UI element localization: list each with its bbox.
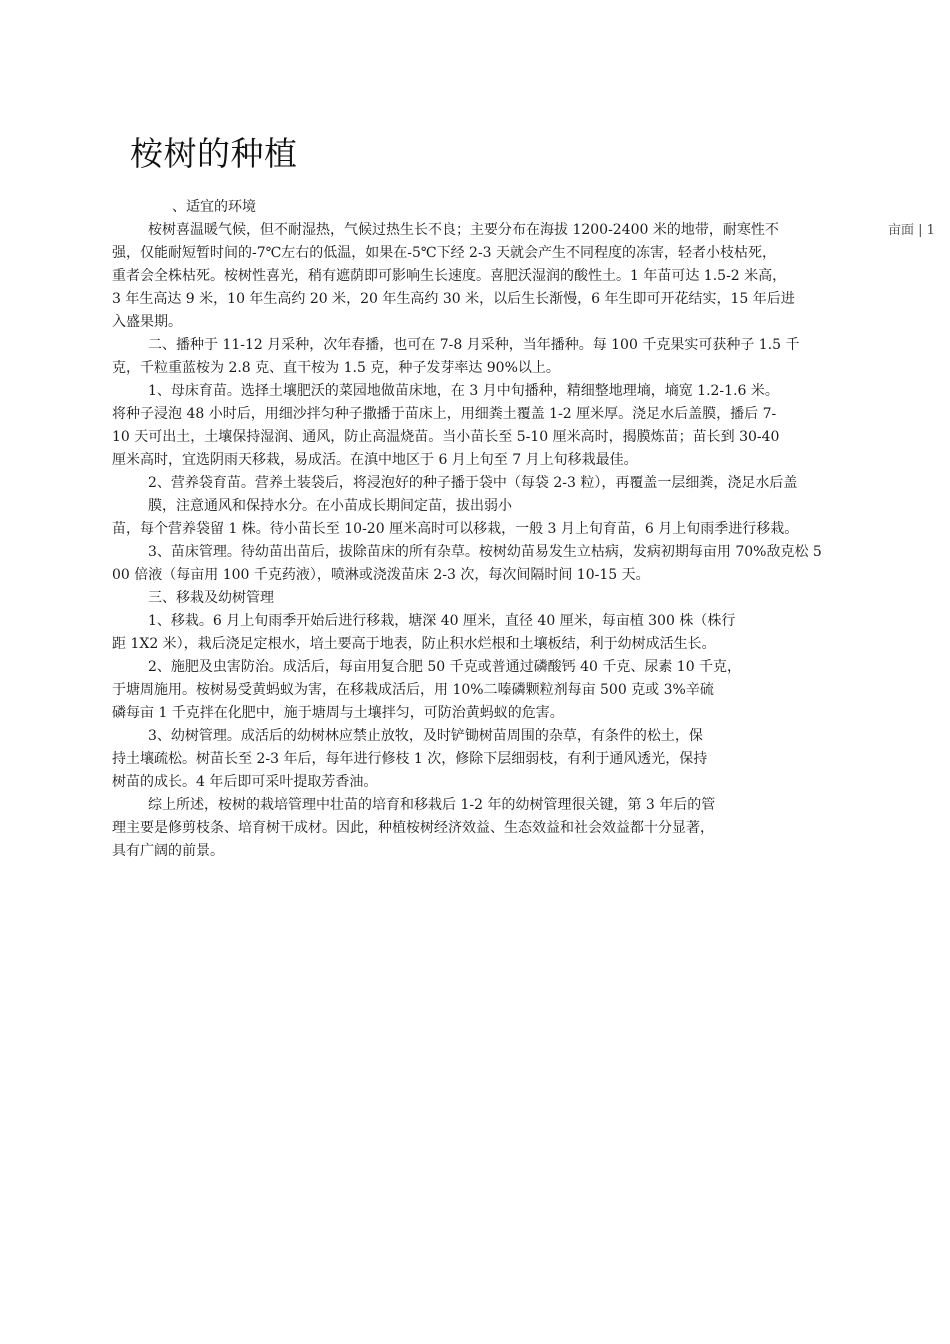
paragraph-line: 1、移栽。6 月上旬雨季开始后进行移栽，塘深 40 厘米，直径 40 厘米，每亩植 300 株（株行 xyxy=(148,613,736,629)
paragraph-line: 苗，每个营养袋留 1 株。待小苗长至 10-20 厘米高时可以移栽，一般 3 月上旬育苗，6 月上旬雨季进行移栽。 xyxy=(112,521,799,537)
paragraph-line: 1、母床育苗。选择土壤肥沃的菜园地做苗床地，在 3 月中旬播种，精细整地理墒，墒宽 1.2-1.6 米。 xyxy=(148,383,779,399)
paragraph-line: 于塘周施用。桉树易受黄蚂蚁为害，在移栽成活后，用 10%二嗪磷颗粒剂每亩 500 克或 3%辛硫 xyxy=(112,682,714,698)
paragraph-line: 10 天可出土，土壤保持湿润、通风，防止高温烧苗。当小苗长至 5-10 厘米高时，揭膜炼苗；苗长到 30-40 xyxy=(112,429,780,445)
document-title: 桉树的种植 xyxy=(130,134,298,173)
paragraph-line: 距 1X2 米），栽后浇足定根水，培土要高于地表，防止积水烂根和土壤板结，利于幼树成活生长。 xyxy=(112,636,716,652)
heading-transplanting: 三、移栽及幼树管理 xyxy=(148,590,274,606)
paragraph-line: 00 倍液（每亩用 100 千克药液），喷淋或浇泼苗床 2-3 次，每次间隔时间 10-15 天。 xyxy=(112,567,650,583)
paragraph-line: 强，仅能耐短暂时间的-7℃左右的低温，如果在-5℃下经 2-3 天就会产生不同程度的冻害，轻者小枝枯死， xyxy=(112,245,777,261)
paragraph-line: 2、施肥及虫害防治。成活后，每亩用复合肥 50 千克或普通过磷酸钙 40 千克、尿素 10 千克， xyxy=(148,659,742,675)
paragraph-line: 二、播种于 11-12 月采种，次年春播，也可在 7-8 月采种，当年播种。每 100 千克果实可获种子 1.5 千 xyxy=(148,337,800,353)
paragraph-line: 桉树喜温暖气候，但不耐湿热，气候过热生长不良；主要分布在海拔 1200-2400 米的地带，耐寒性不 xyxy=(148,222,779,238)
paragraph-line: 3、幼树管理。成活后的幼树林应禁止放牧，及时铲锄树苗周围的杂草，有条件的松土，保 xyxy=(148,728,703,744)
paragraph-line: 膜，注意通风和保持水分。在小苗成长期间定苗，拔出弱小 xyxy=(148,498,512,514)
paragraph-line: 重者会全株枯死。桉树性喜光，稍有遮荫即可影响生长速度。喜肥沃湿润的酸性土。1 年苗可达 1.5-2 米高， xyxy=(112,268,787,284)
paragraph-line: 综上所述，桉树的栽培管理中壮苗的培育和移栽后 1-2 年的幼树管理很关键，第 3 年后的管 xyxy=(148,797,716,813)
paragraph-line: 持土壤疏松。树苗长至 2-3 年后，每年进行修枝 1 次，修除下层细弱枝，有利于通风透光，保持 xyxy=(112,751,708,767)
paragraph-line: 将种子浸泡 48 小时后，用细沙拌匀种子撒播于苗床上，用细粪土覆盖 1-2 厘米厚。浇足水后盖膜，播后 7- xyxy=(112,406,777,422)
document-body xyxy=(112,196,942,863)
paragraph-line: 厘米高时，宜选阴雨天移栽，易成活。在滇中地区于 6 月上旬至 7 月上旬移栽最佳。 xyxy=(112,452,638,468)
paragraph-line: 3 年生高达 9 米，10 年生高约 20 米，20 年生高约 30 米，以后生长渐慢，6 年生即可开花结实，15 年后进 xyxy=(112,291,795,307)
paragraph-line: 2、营养袋育苗。营养土装袋后，将浸泡好的种子播于袋中（每袋 2-3 粒），再覆盖一层细粪，浇足水后盖 xyxy=(148,475,798,491)
heading-environment: 、适宜的环境 xyxy=(172,199,256,215)
paragraph-line: 树苗的成长。4 年后即可采叶提取芳香油。 xyxy=(112,774,378,790)
paragraph-line: 理主要是修剪枝条、培育树干成材。因此，种植桉树经济效益、生态效益和社会效益都十分显著， xyxy=(112,820,714,836)
paragraph-line: 克，千粒重蓝桉为 2.8 克、直干桉为 1.5 克，种子发芽率达 90%以上。 xyxy=(112,360,560,376)
paragraph-line: 入盛果期。 xyxy=(112,314,182,330)
paragraph-line: 磷每亩 1 千克拌在化肥中，施于塘周与土壤拌匀，可防治黄蚂蚁的危害。 xyxy=(112,705,564,721)
paragraph-line: 3、苗床管理。待幼苗出苗后，拔除苗床的所有杂草。桉树幼苗易发生立枯病，发病初期每亩用 70%敌克松 5 xyxy=(148,544,822,560)
paragraph-line: 具有广阔的前景。 xyxy=(112,843,224,859)
margin-note: 亩面 | 1 xyxy=(888,223,935,238)
